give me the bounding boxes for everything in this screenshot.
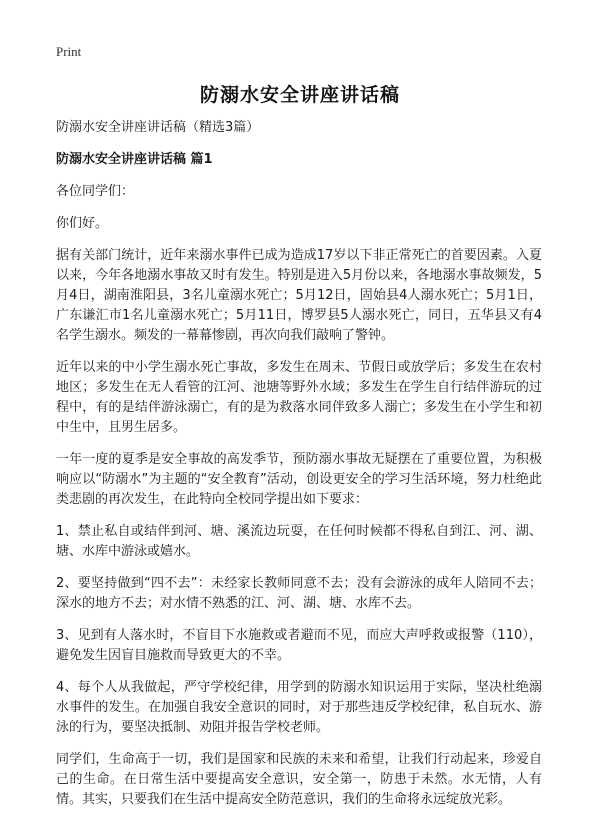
- list-item: 2、要坚持做到“四不去”：未经家长教师同意不去；没有会游泳的成年人陪同不去；深水的地方不去；对水情不熟悉的江、河、湖、塘、水库不去。: [56, 576, 542, 611]
- print-link[interactable]: Print: [56, 44, 82, 59]
- greeting-line: 你们好。: [56, 216, 109, 231]
- list-item: 1、禁止私自或结伴到河、塘、溪流边玩耍，在任何时候都不得私自到江、河、湖、塘、水库中游泳或嬉水。: [56, 524, 542, 559]
- paragraph: 同学们，生命高于一切，我们是国家和民族的未来和希望，让我们行动起来，珍爱自己的生命。在日常生活中要提高安全意识，安全第一，防患于未然。水无情，人有情。其实，只要我们在生活中提高安全防范意识，我们的生命将永远绽放光彩。: [56, 752, 542, 807]
- document-body: [56, 118, 542, 822]
- paragraph: 据有关部门统计，近年来溺水事件已成为造成17岁以下非正常死亡的首要因素。入夏以来，今年各地溺水事故又时有发生。特别是进入5月份以来，各地溺水事故频发，5月4日，湖南淮阳县，3名儿童溺水死亡；5月12日，固始县4人溺水死亡；5月1日，广东谦汇市1名儿童溺水死亡；5月11日，博罗县5人溺水死亡，同日，五华县又有4名学生溺水。频发的一幕幕惨剧，再次向我们敲响了警钟。: [56, 248, 542, 343]
- greeting-line: 各位同学们：: [56, 184, 135, 199]
- paragraph: 近年以来的中小学生溺水死亡事故，多发生在周末、节假日或放学后；多发生在农村地区；多发生在无人看管的江河、池塘等野外水域；多发生在学生自行结伴游玩的过程中，有的是结伴游泳溺亡，有的是为救落水同伴致多人溺亡；多发生在小学生和初中生中，且男生居多。: [56, 360, 542, 435]
- list-item: 4、每个人从我做起，严守学校纪律，用学到的防溺水知识运用于实际，坚决杜绝溺水事件的发生。在加强自我安全意识的同时，对于那些违反学校纪律，私自玩水、游泳的行为，要坚决抵制、劝阻并报告学校老师。: [56, 680, 542, 735]
- paragraph: 一年一度的夏季是安全事故的高发季节，预防溺水事故无疑摆在了重要位置，为积极响应以“防溺水”为主题的“安全教育”活动，创设更安全的学习生活环境，努力杜绝此类悲剧的再次发生，在此特向全校同学提出如下要求：: [56, 452, 542, 507]
- document-subtitle: 防溺水安全讲座讲话稿（精选3篇）: [56, 120, 260, 135]
- list-item: 3、见到有人落水时，不盲目下水施救或者避而不见，而应大声呼救或报警（110），避免发生因盲目施救而导致更大的不幸。: [56, 628, 542, 663]
- section-heading: 防溺水安全讲座讲话稿 篇1: [56, 152, 213, 167]
- document-title: 防溺水安全讲座讲话稿: [199, 84, 400, 106]
